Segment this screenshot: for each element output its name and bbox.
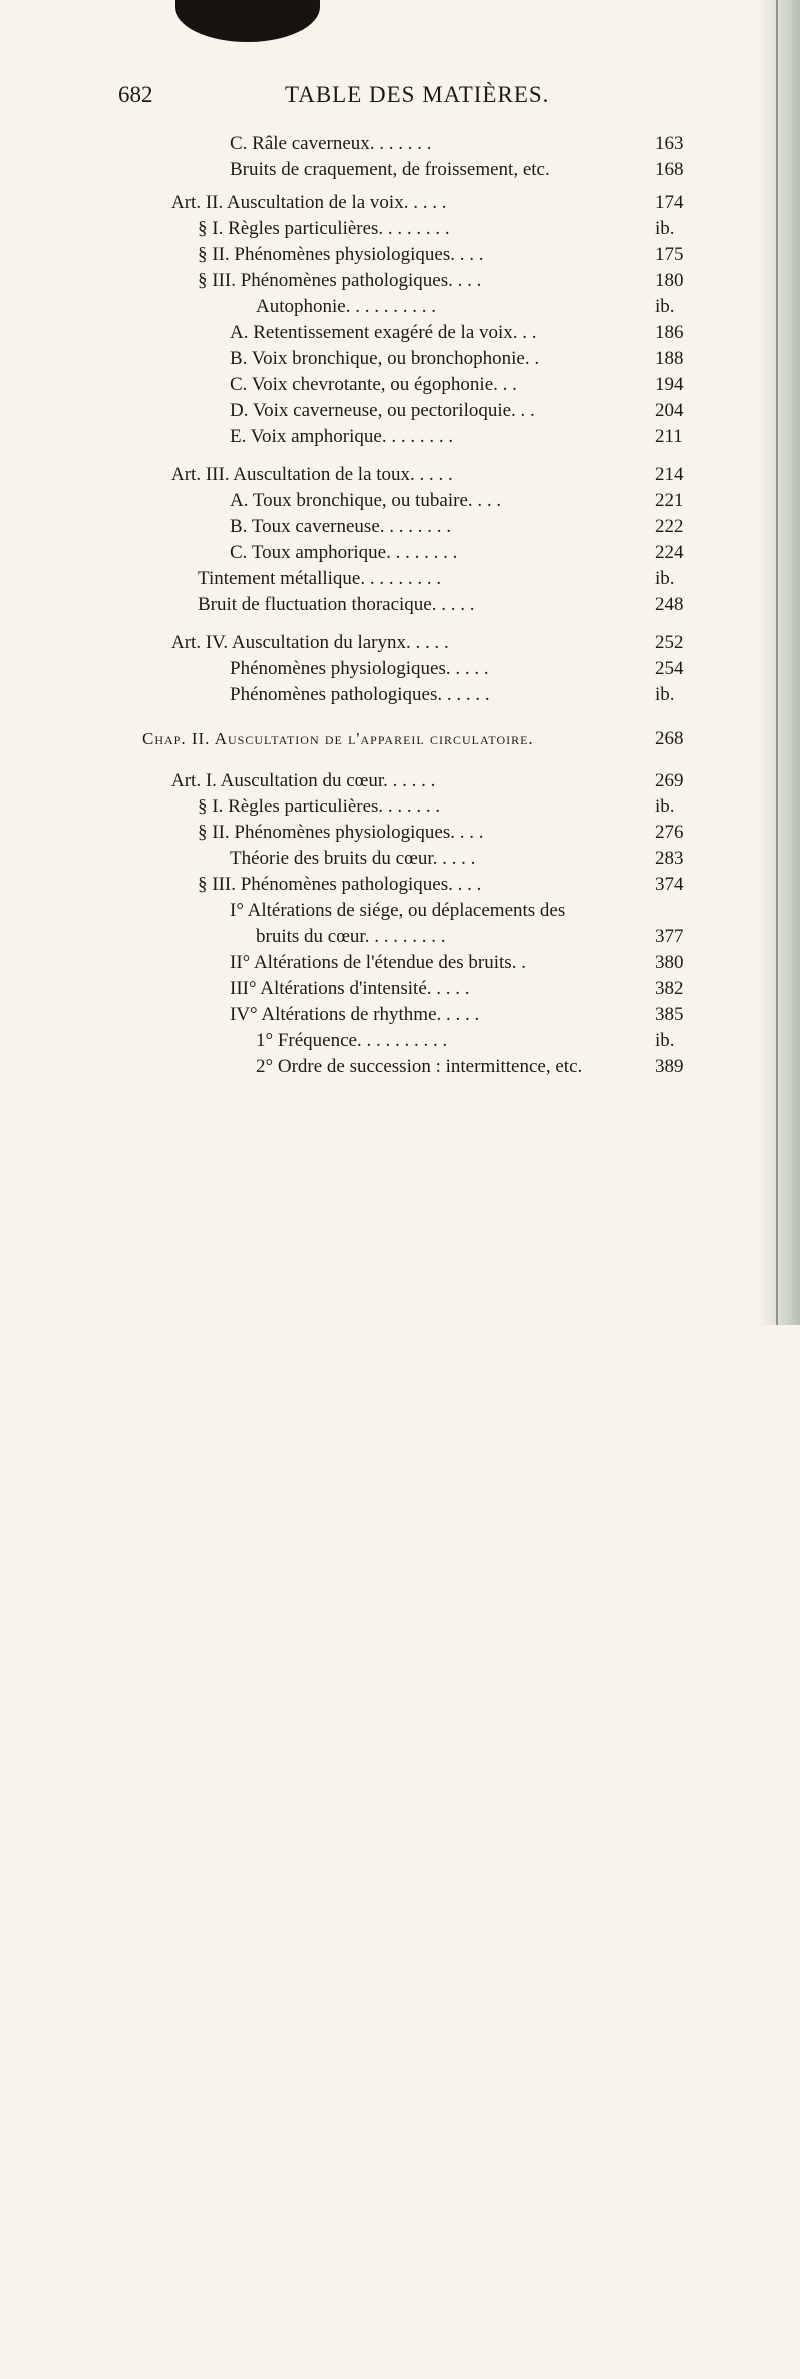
toc-entry-label: 2° Ordre de succession : intermittence, etc. xyxy=(256,1056,583,1077)
toc-entry-label: A. Toux bronchique, ou tubaire. . . . xyxy=(230,490,502,511)
toc-entry-page: 214 xyxy=(655,464,684,485)
toc-entry xyxy=(198,242,708,268)
toc-entry-page: 377 xyxy=(655,926,684,947)
toc-entry-label: § II. Phénomènes physiologiques. . . . xyxy=(198,244,484,265)
toc-entry-page: 211 xyxy=(655,426,683,447)
toc-entry xyxy=(171,768,708,794)
toc-entry xyxy=(256,294,708,320)
toc-entry xyxy=(230,346,708,372)
scan-blot xyxy=(175,0,320,42)
toc-entry-page: 276 xyxy=(655,822,684,843)
toc-entry xyxy=(230,898,708,924)
toc-entry xyxy=(198,592,708,618)
toc-entry-label: Art. IV. Auscultation du larynx. . . . . xyxy=(171,632,449,653)
toc-entry-label: C. Voix chevrotante, ou égophonie. . . xyxy=(230,374,517,395)
toc-entry-page: 180 xyxy=(655,270,684,291)
page-edge xyxy=(758,0,800,1325)
page-number: 682 xyxy=(118,82,153,107)
toc-entry-label: II° Altérations de l'étendue des bruits. . xyxy=(230,952,526,973)
toc-entry-page: 382 xyxy=(655,978,684,999)
toc-entry-page: 194 xyxy=(655,374,684,395)
toc-entry xyxy=(198,872,708,898)
toc-entry xyxy=(230,424,708,450)
toc-entry-page: 283 xyxy=(655,848,684,869)
toc-entry-label: Chap. II. Auscultation de l'appareil circulatoire. xyxy=(142,729,534,748)
toc-entry-label: § III. Phénomènes pathologiques. . . . xyxy=(198,270,482,291)
toc-entry-label: § I. Règles particulières. . . . . . . . xyxy=(198,218,450,239)
toc-entry-page: 248 xyxy=(655,594,684,615)
toc-entry-label: B. Voix bronchique, ou bronchophonie. . xyxy=(230,348,540,369)
toc-entry-page: ib. xyxy=(655,684,675,705)
toc-entry-page: 204 xyxy=(655,400,684,421)
toc-entry-page: 389 xyxy=(655,1056,684,1077)
toc-entry-page: ib. xyxy=(655,296,675,317)
toc-entry-page: 168 xyxy=(655,159,684,180)
toc-entry-label: Bruit de fluctuation thoracique. . . . . xyxy=(198,594,475,615)
page-header xyxy=(118,82,738,118)
toc-entry xyxy=(230,398,708,424)
toc-entry-label: III° Altérations d'intensité. . . . . xyxy=(230,978,470,999)
toc-entry xyxy=(230,682,708,708)
toc-entry-label: 1° Fréquence. . . . . . . . . . xyxy=(256,1030,448,1051)
running-title: TABLE DES MATIÈRES. xyxy=(285,82,550,107)
toc-entry-page: ib. xyxy=(655,568,675,589)
toc-entry-label: bruits du cœur. . . . . . . . . xyxy=(256,926,446,947)
toc-entry-label: C. Toux amphorique. . . . . . . . xyxy=(230,542,458,563)
toc-entry xyxy=(230,320,708,346)
toc-entry-label: Art. III. Auscultation de la toux. . . . . xyxy=(171,464,453,485)
toc-entry xyxy=(230,488,708,514)
toc-entry-page: 222 xyxy=(655,516,684,537)
toc-entry xyxy=(198,566,708,592)
toc-entry-label: Autophonie. . . . . . . . . . xyxy=(256,296,436,317)
toc-entry xyxy=(230,514,708,540)
toc-entry xyxy=(230,846,708,872)
toc-entry xyxy=(198,216,708,242)
toc-entry xyxy=(230,976,708,1002)
toc-entry-label: E. Voix amphorique. . . . . . . . xyxy=(230,426,454,447)
toc-entry-label: Bruits de craquement, de froissement, etc. xyxy=(230,159,550,180)
toc-entry xyxy=(256,1028,708,1054)
toc-entry xyxy=(256,1054,708,1080)
toc-entry-label: I° Altérations de siége, ou déplacements des xyxy=(230,900,566,921)
toc-entry-page: 269 xyxy=(655,770,684,791)
toc-entry-page: 175 xyxy=(655,244,684,265)
toc-entry xyxy=(198,794,708,820)
toc-entry-label: C. Râle caverneux. . . . . . . xyxy=(230,133,432,154)
toc-entry-page: 385 xyxy=(655,1004,684,1025)
toc-entry-label: Art. I. Auscultation du cœur. . . . . . xyxy=(171,770,436,791)
page-edge-line xyxy=(776,0,778,1325)
toc-entry-page: 374 xyxy=(655,874,684,895)
toc-entry-label: Phénomènes physiologiques. . . . . xyxy=(230,658,489,679)
toc-entry-page: 174 xyxy=(655,192,684,213)
toc-entry-label: Phénomènes pathologiques. . . . . . xyxy=(230,684,490,705)
toc-entry-label: A. Retentissement exagéré de la voix. . . xyxy=(230,322,537,343)
toc-entry xyxy=(171,462,708,488)
toc-entry-page: ib. xyxy=(655,218,675,239)
toc-entry-page: 224 xyxy=(655,542,684,563)
toc-entry-label: IV° Altérations de rhythme. . . . . xyxy=(230,1004,480,1025)
toc-entry-label: D. Voix caverneuse, ou pectoriloquie. . . xyxy=(230,400,535,421)
toc-entry-page: 163 xyxy=(655,133,684,154)
toc-entry xyxy=(171,630,708,656)
toc-entry xyxy=(198,820,708,846)
toc-entry-label: B. Toux caverneuse. . . . . . . . xyxy=(230,516,451,537)
toc-entry-label: Art. II. Auscultation de la voix. . . . . xyxy=(171,192,447,213)
toc-entry-label: Tintement métallique. . . . . . . . . xyxy=(198,568,442,589)
toc-entry-label: § III. Phénomènes pathologiques. . . . xyxy=(198,874,482,895)
toc-entry xyxy=(198,268,708,294)
toc-entry-page: 252 xyxy=(655,632,684,653)
toc-entry xyxy=(230,950,708,976)
toc-entry-page: ib. xyxy=(655,796,675,817)
toc-entry-label: Théorie des bruits du cœur. . . . . xyxy=(230,848,476,869)
toc-entry-page: 186 xyxy=(655,322,684,343)
toc-entry xyxy=(230,540,708,566)
toc-entry xyxy=(230,656,708,682)
toc-entry-page: 268 xyxy=(655,728,684,749)
toc-entry xyxy=(230,372,708,398)
toc-entry xyxy=(171,190,708,216)
toc-entry-page: 254 xyxy=(655,658,684,679)
toc-chapter-heading xyxy=(142,726,708,752)
toc-entry-label: § II. Phénomènes physiologiques. . . . xyxy=(198,822,484,843)
toc-entry xyxy=(230,1002,708,1028)
toc-entry xyxy=(230,131,708,157)
toc-entry xyxy=(256,924,708,950)
toc-entry-page: 188 xyxy=(655,348,684,369)
toc-entry-page: ib. xyxy=(655,1030,675,1051)
toc-entry-page: 380 xyxy=(655,952,684,973)
toc-entry-label: § I. Règles particulières. . . . . . . xyxy=(198,796,441,817)
toc-entry-page: 221 xyxy=(655,490,684,511)
toc-entry xyxy=(230,157,708,183)
